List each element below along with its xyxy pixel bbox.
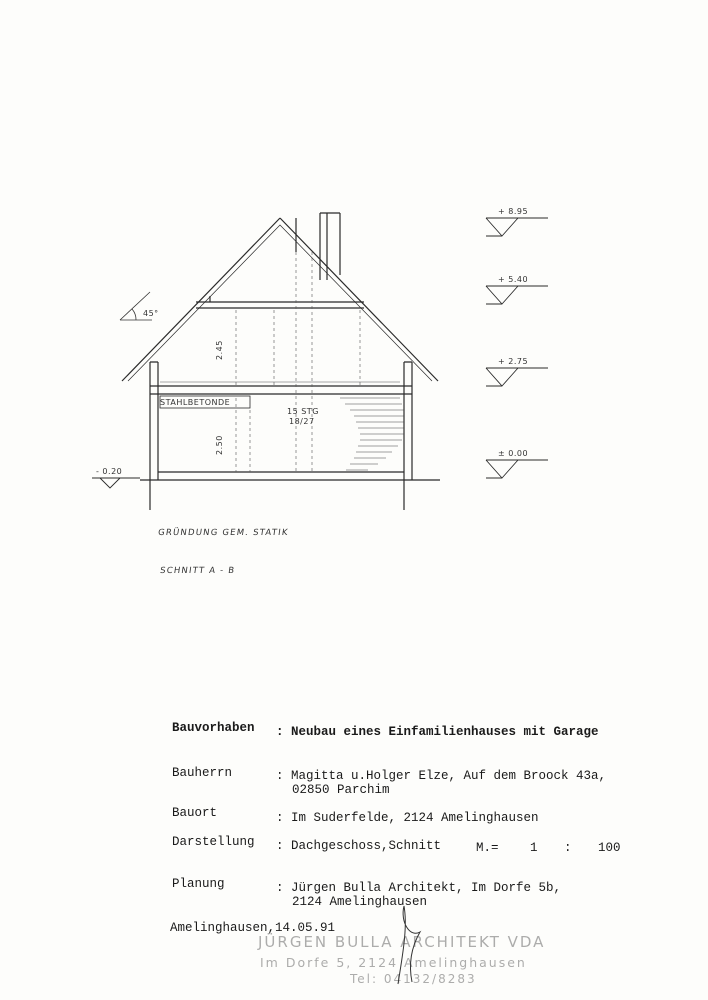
level-label-3: + 2.75 [498, 357, 529, 366]
project-value: : Neubau eines Einfamilienhauses mit Garage [276, 725, 599, 739]
planning-label: Planung [172, 877, 225, 891]
scale-1: 1 [530, 841, 538, 855]
ground-walls [150, 398, 412, 510]
scale-label: M.= [476, 841, 499, 855]
representation-label: Darstellung [172, 835, 255, 849]
planning-value-2: 2124 Amelinghausen [292, 895, 428, 909]
client-label: Bauherrn [172, 766, 233, 780]
client-value-2: 02850 Parchim [292, 783, 390, 797]
upper-slab [150, 386, 412, 394]
chimney [296, 213, 340, 280]
roof-angle-label: 45° [143, 309, 159, 318]
planning-value-1: : Jürgen Bulla Architekt, Im Dorfe 5b, [276, 881, 562, 895]
client-value-1: : Magitta u.Holger Elze, Auf dem Broock 43a, [276, 769, 607, 783]
roof-right-slope [280, 218, 438, 381]
level-marker-3 [486, 368, 548, 386]
place-date: Amelinghausen,14.05.91 [170, 921, 336, 935]
level-marker-4 [486, 460, 548, 478]
scale-2: 100 [598, 841, 621, 855]
level-label-4: ± 0.00 [498, 449, 529, 458]
level-label-1: + 8.95 [498, 207, 529, 216]
project-label: Bauvorhaben [172, 721, 255, 735]
stamp-line-2: Im Dorfe 5, 2124 Amelinghausen [260, 955, 527, 970]
foundation-marker [92, 478, 140, 488]
roof-left-slope [122, 218, 280, 381]
section-title: SCHNITT A - B [159, 566, 236, 576]
level-marker-2 [486, 286, 548, 304]
foundation-note: GRÜNDUNG GEM. STATIK [157, 528, 290, 538]
level-marker-1 [486, 218, 548, 236]
beam-label: STAHLBETONDE [160, 398, 231, 407]
site-value: : Im Suderfelde, 2124 Amelinghausen [276, 811, 539, 825]
height-lower-label: 2.50 [215, 435, 224, 455]
collar-beam [196, 302, 364, 308]
site-label: Bauort [172, 806, 218, 820]
height-upper-label: 2.45 [215, 340, 224, 360]
stair-steps-label: 15 STG [287, 407, 319, 416]
signature [390, 898, 430, 988]
stair-ratio-label: 18/27 [289, 417, 315, 426]
ground-slab [150, 472, 412, 480]
scale-separator: : [564, 841, 572, 855]
stamp-line-3: Tel: 04132/8283 [350, 972, 477, 986]
stamp-line-1: JÜRGEN BULLA ARCHITEKT VDA [258, 933, 546, 951]
foundation-level-label: - 0.20 [96, 467, 123, 476]
representation-value: : Dachgeschoss,Schnitt [276, 839, 442, 853]
level-label-2: + 5.40 [498, 275, 529, 284]
